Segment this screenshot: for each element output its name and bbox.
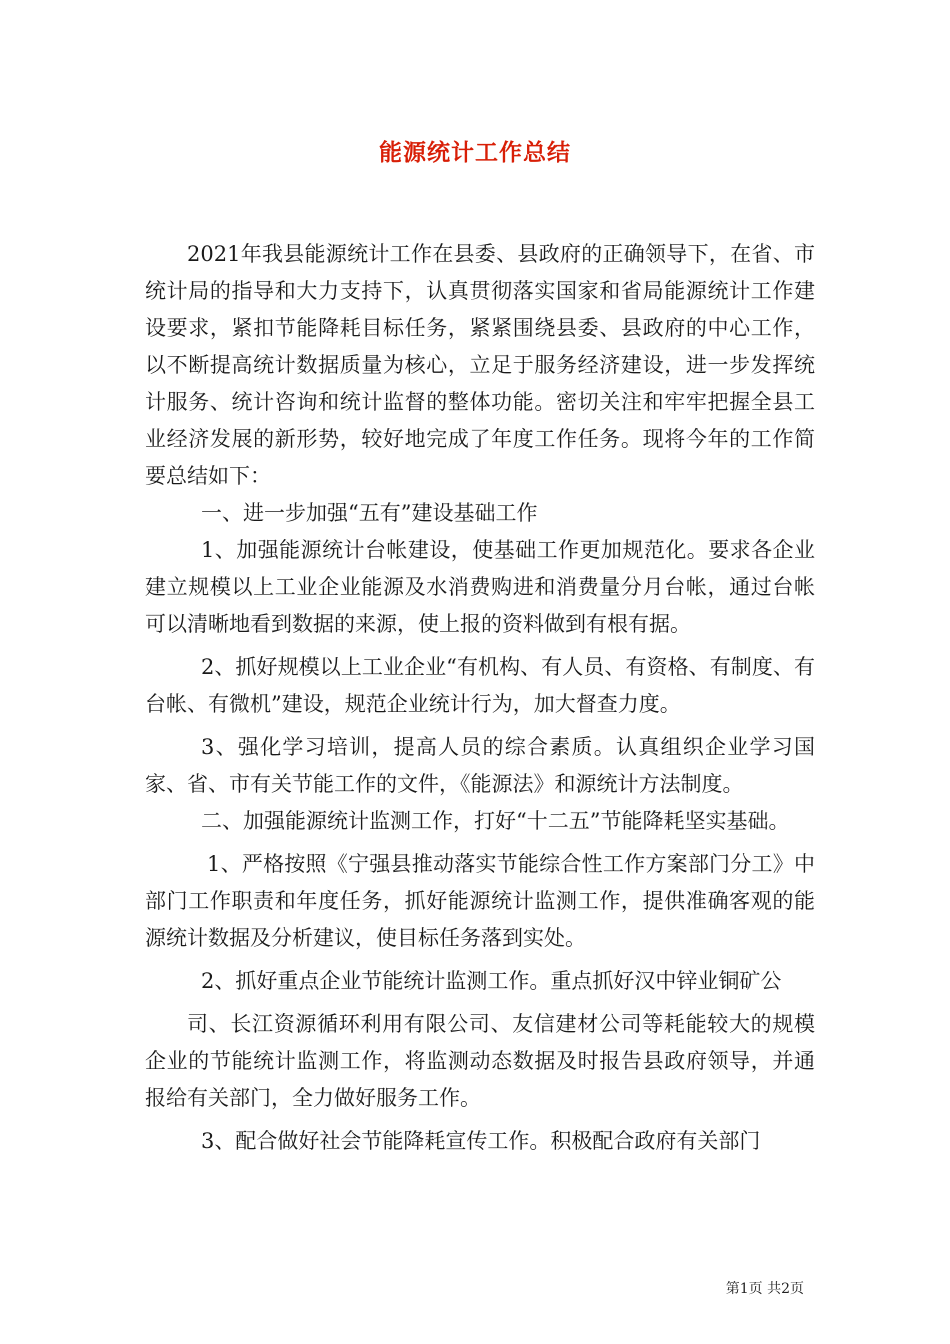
paragraph-item: 3、强化学习培训，提高人员的综合素质。认真组织企业学习国家、省、市有关节能工作的文件，《能源法》和源统计方法制度。 <box>145 735 815 796</box>
paragraph-item: 1、严格按照《宁强县推动落实节能综合性工作方案部门分工》中部门工作职责和年度任务，抓好能源统计监测工作，提供准确客观的能源统计数据及分析建议，使目标任务落到实处。 <box>145 852 815 950</box>
page-title: 能源统计工作总结 <box>379 140 571 166</box>
section-heading-1: 一、进一步加强“五有”建设基础工作 <box>201 501 538 525</box>
paragraph-item: 1、加强能源统计台帐建设，使基础工作更加规范化。要求各企业建立规模以上工业企业能源及水消费购进和消费量分月台帐，通过台帐可以清晰地看到数据的来源，使上报的资料做到有根有据。 <box>145 538 815 636</box>
paragraph-item: 2、抓好重点企业节能统计监测工作。重点抓好汉中锌业铜矿公 <box>201 969 782 993</box>
page-number: 第1页 共2页 <box>725 1281 804 1297</box>
section-heading-2: 二、加强能源统计监测工作，打好“十二五”节能降耗坚实基础。 <box>201 809 790 833</box>
paragraph-item: 司、长江资源循环利用有限公司、友信建材公司等耗能较大的规模企业的节能统计监测工作，将监测动态数据及时报告县政府领导，并通报给有关部门，全力做好服务工作。 <box>145 1012 815 1110</box>
paragraph-intro: 2021年我县能源统计工作在县委、县政府的正确领导下，在省、市统计局的指导和大力支持下，认真贯彻落实国家和省局能源统计工作建设要求，紧扣节能降耗目标任务，紧紧围绕县委、县政府的中心工作，以不断提高统计数据质量为核心，立足于服务经济建设，进一步发挥统计服务、统计咨询和统计监督的整体功能。密切关注和牢牢把握全县工业经济发展的新形势，较好地完成了年度工作任务。现将今年的工作简要总结如下： <box>145 242 815 488</box>
document-body <box>145 236 815 1160</box>
paragraph-item: 3、配合做好社会节能降耗宣传工作。积极配合政府有关部门 <box>201 1129 761 1153</box>
paragraph-item: 2、抓好规模以上工业企业“有机构、有人员、有资格、有制度、有台帐、有微机”建设，规范企业统计行为，加大督查力度。 <box>145 655 815 716</box>
